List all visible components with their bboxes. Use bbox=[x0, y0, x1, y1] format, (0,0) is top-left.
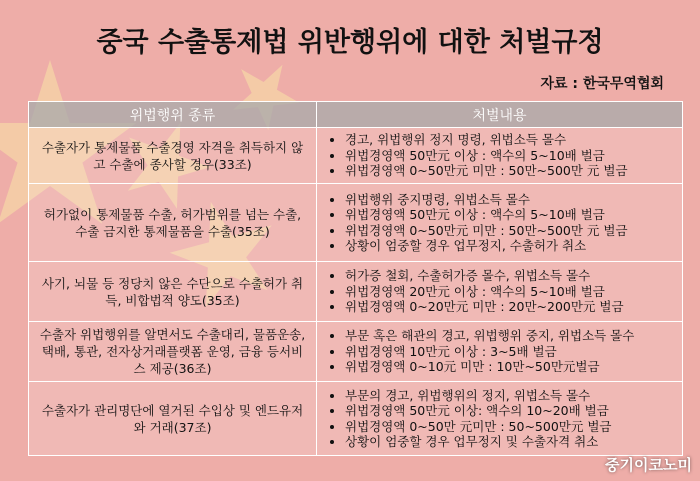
violation-cell: 수출자가 관리명단에 열거된 수입상 및 엔드유저와 거래(37조) bbox=[29, 382, 317, 456]
penalty-list bbox=[317, 388, 680, 450]
penalty-list bbox=[317, 268, 680, 315]
penalty-item: • 위법경영액 0~20만元 미만 : 20만~200만元 벌금 bbox=[345, 299, 680, 315]
penalty-item: • 부문 혹은 해관의 경고, 위법행위 중지, 위법소득 몰수 bbox=[345, 328, 680, 344]
table-row bbox=[29, 322, 683, 382]
penalty-item: • 부문의 경고, 위법행위의 정지, 위법소득 몰수 bbox=[345, 388, 680, 404]
penalty-item: • 허가증 철회, 수출허가증 몰수, 위법소득 몰수 bbox=[345, 268, 680, 284]
violation-cell: 허가없이 통제물품 수출, 허가범위를 넘는 수출, 수출 금지한 통제물품을 수출(35조) bbox=[29, 184, 317, 262]
column-header-penalty: 처벌내용 bbox=[317, 102, 683, 128]
penalty-item: • 위법경영액 0~50만 元미만 : 50~500만元 벌금 bbox=[345, 419, 680, 435]
penalty-item: • 상황이 엄중할 경우 업무정지, 수출허가 취소 bbox=[345, 238, 680, 254]
penalty-item: • 위법경영액 50만元 이상 : 액수의 5~10배 벌금 bbox=[345, 148, 680, 164]
penalty-item: • 위법경영액 50만元 이상: 액수의 10~20배 벌금 bbox=[345, 403, 680, 419]
penalty-item: • 위법경영액 50만元 이상 : 액수의 5~10배 벌금 bbox=[345, 207, 680, 223]
penalty-list bbox=[317, 192, 680, 254]
table-row bbox=[29, 128, 683, 184]
penalty-item: • 상황이 엄중할 경우 업무정지 및 수출자격 취소 bbox=[345, 434, 680, 450]
penalty-table bbox=[28, 101, 683, 456]
penalty-item: • 위법행위 중지명령, 위법소득 몰수 bbox=[345, 192, 680, 208]
penalty-item: • 경고, 위법행위 정지 명령, 위법소득 몰수 bbox=[345, 132, 680, 148]
penalty-cell bbox=[317, 322, 683, 382]
page-title: 중국 수출통제법 위반행위에 대한 처벌규정 bbox=[96, 27, 604, 58]
source-caption: 자료 : 한국무역협회 bbox=[540, 76, 664, 92]
penalty-cell bbox=[317, 382, 683, 456]
penalty-cell bbox=[317, 262, 683, 322]
penalty-item: • 위법경영액 0~50만元 미만 : 50만~500만 元 벌금 bbox=[345, 223, 680, 239]
penalty-item: • 위법경영액 0~50만元 미만 : 50만~500만 元 벌금 bbox=[345, 163, 680, 179]
table-row bbox=[29, 262, 683, 322]
penalty-cell bbox=[317, 128, 683, 184]
penalty-item: • 위법경영액 0~10元 미만 : 10만~50만元벌금 bbox=[345, 359, 680, 375]
table-row bbox=[29, 184, 683, 262]
violation-cell: 수출자 위법행위를 알면서도 수출대리, 물품운송, 택배, 통관, 전자상거래플랫폼 운영, 금융 등서비스 제공(36조) bbox=[29, 322, 317, 382]
table-header-row bbox=[29, 102, 683, 128]
penalty-list bbox=[317, 132, 680, 179]
penalty-item: • 위법경영액 20만元 이상 : 액수의 5~10배 벌금 bbox=[345, 284, 680, 300]
penalty-list bbox=[317, 328, 680, 375]
watermark: 중기이코노미 bbox=[605, 456, 692, 474]
violation-cell: 사기, 뇌물 등 정당치 않은 수단으로 수출허가 취득, 비합법적 양도(35조) bbox=[29, 262, 317, 322]
column-header-violation: 위법행위 종류 bbox=[29, 102, 317, 128]
violation-cell: 수출자가 통제물품 수출경영 자격을 취득하지 않고 수출에 종사할 경우(33조) bbox=[29, 128, 317, 184]
table-row bbox=[29, 382, 683, 456]
penalty-cell bbox=[317, 184, 683, 262]
penalty-item: • 위법경영액 10만元 이상 : 3~5배 벌금 bbox=[345, 344, 680, 360]
